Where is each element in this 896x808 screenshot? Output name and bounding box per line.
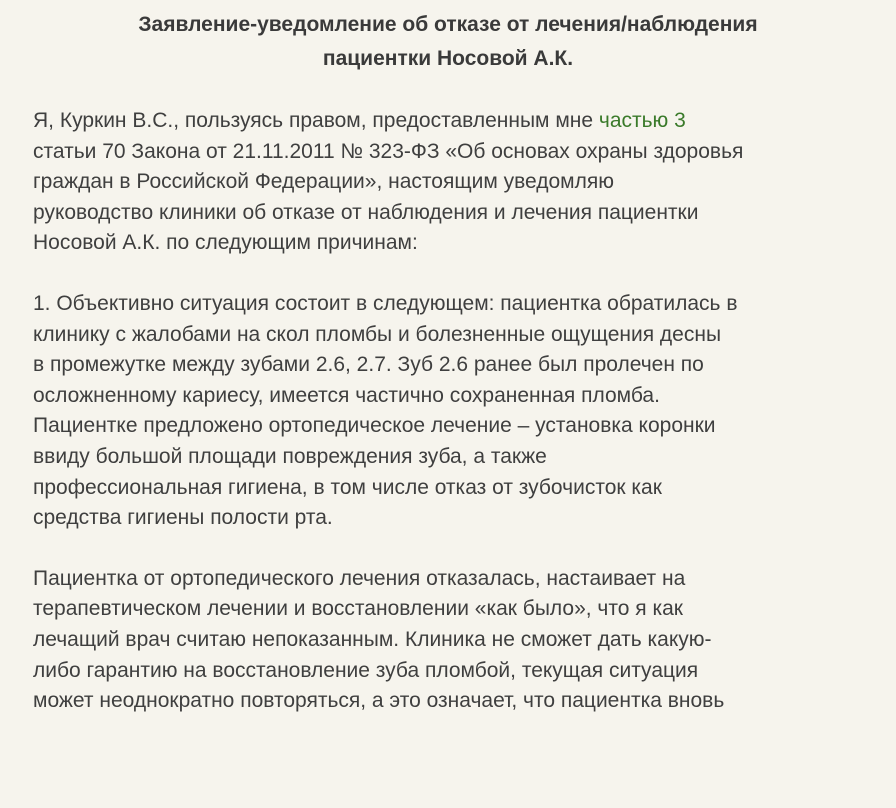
paragraph-line: средства гигиены полости рта. [33, 506, 333, 530]
paragraph-line: 1. Объективно ситуация состоит в следующем: пациентка обратилась в [33, 291, 738, 315]
paragraph-line: статьи 70 Закона от 21.11.2011 № 323-ФЗ «Об основах охраны здоровья [33, 139, 744, 163]
paragraph-intro [33, 106, 883, 259]
paragraph-line: Пациентка от ортопедического лечения отказалась, настаивает на [33, 566, 686, 590]
paragraph-line: терапевтическом лечении и восстановлении «как было», что я как [33, 597, 683, 621]
title-line-2: пациентки Носовой А.К. [322, 47, 574, 70]
paragraph-line: лечащий врач считаю непоказанным. Клиника не сможет дать какую- [33, 627, 712, 651]
document-title [0, 0, 896, 76]
paragraph-line: может неоднократно повторяться, а это означает, что пациентка вновь [33, 689, 725, 713]
paragraph-line: граждан в Российской Федерации», настоящим уведомляю [33, 170, 614, 194]
paragraph-line: либо гарантию на восстановление зуба пломбой, текущая ситуация [33, 658, 699, 682]
paragraph-line [33, 106, 883, 137]
document-body [33, 106, 883, 717]
paragraph-line: руководство клиники об отказе от наблюдения и лечения пациентки [33, 200, 699, 224]
paragraph-line: клинику с жалобами на скол пломбы и болезненные ощущения десны [33, 322, 722, 346]
paragraph-line: Носовой А.К. по следующим причинам: [33, 231, 418, 255]
title-line-1: Заявление-уведомление об отказе от лечения/наблюдения [138, 13, 758, 36]
paragraph-line: осложненному кариесу, имеется частично сохраненная пломба. [33, 383, 660, 407]
paragraph-reason-1 [33, 289, 883, 534]
paragraph-line: Пациентке предложено ортопедическое лечение – установка коронки [33, 414, 716, 438]
intro-prefix: Я, Куркин В.С., пользуясь правом, предоставленным мне [33, 109, 599, 132]
paragraph-line: в промежутке между зубами 2.6, 2.7. Зуб 2.6 ранее был пролечен по [33, 353, 704, 377]
paragraph-line: ввиду большой площади повреждения зуба, а также [33, 444, 547, 468]
law-part-link[interactable]: частью 3 [598, 109, 686, 132]
paragraph-refusal [33, 564, 883, 717]
paragraph-line: профессиональная гигиена, в том числе отказ от зубочисток как [33, 475, 662, 499]
